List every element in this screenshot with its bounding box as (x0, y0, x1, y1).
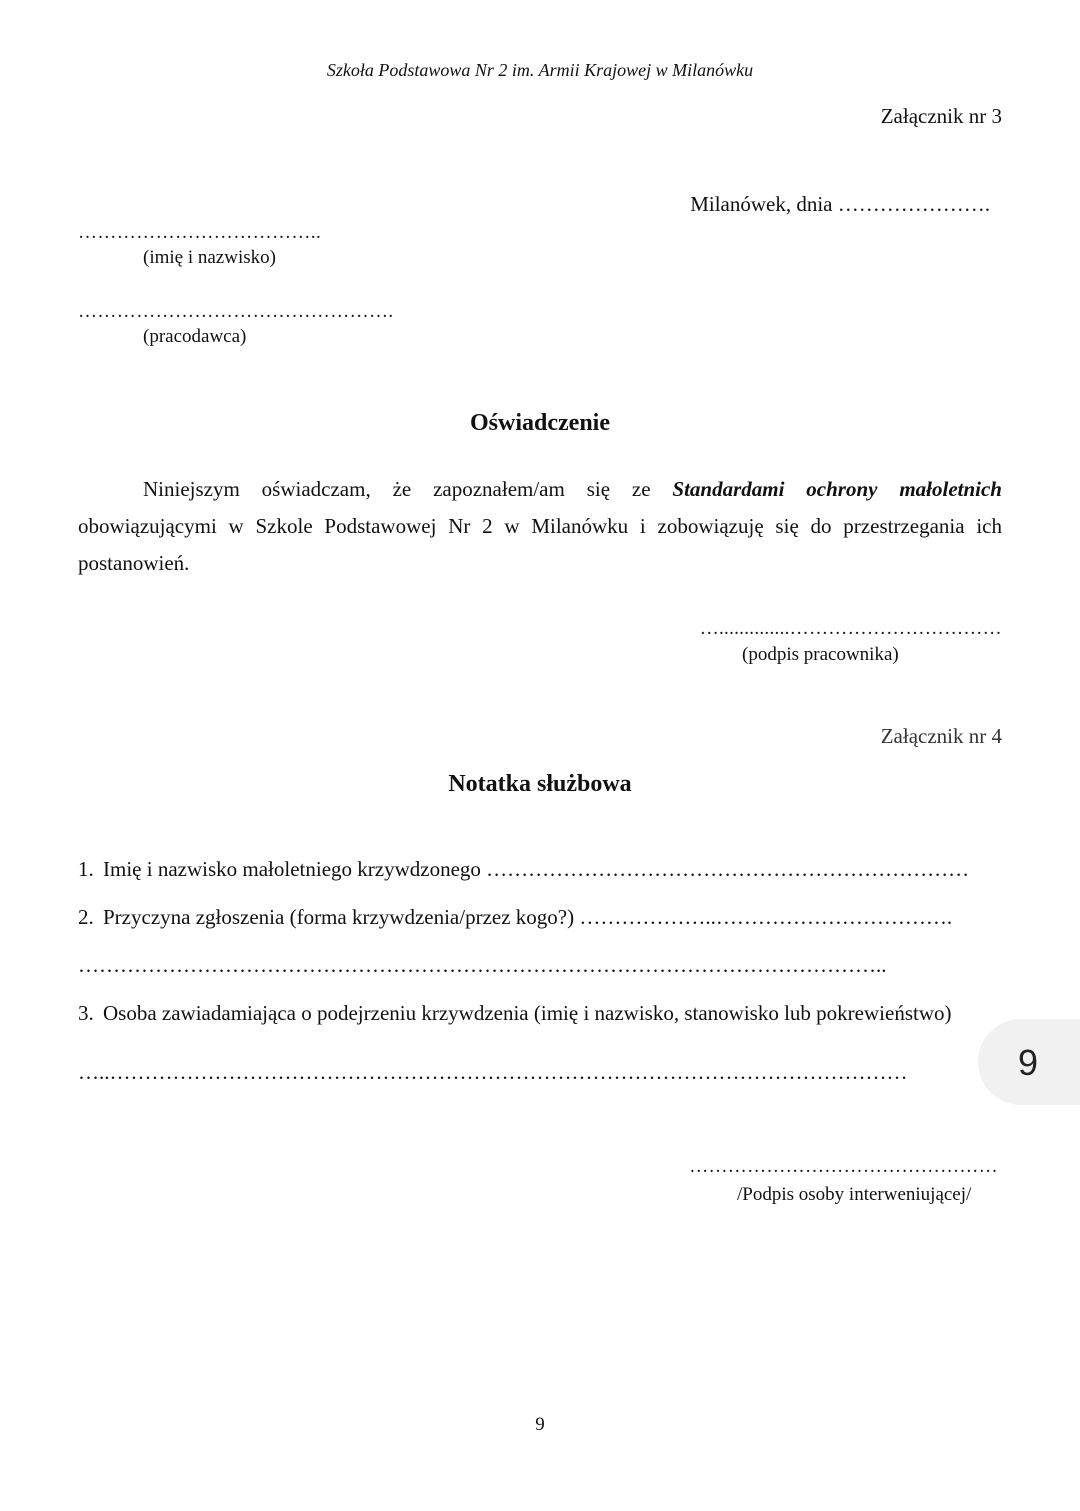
memo-item-text: Imię i nazwisko małoletniego krzywdzonego …………………………………………………………… (103, 857, 970, 881)
memo-fill-line-1: …………………………………………………………………………………………………….. (78, 953, 887, 977)
employee-signature-caption: (podpis pracownika) (742, 644, 899, 665)
memo-title: Notatka służbowa (448, 771, 632, 797)
employer-fill-line: …………………………………………. (78, 301, 394, 322)
memo-item-text: Osoba zawiadamiająca o podejrzeniu krzywdzenia (imię i nazwisko, stanowisko lub pokrewieństwo) (103, 1001, 952, 1025)
declaration-text-start: Niniejszym oświadczam, że zapoznałem/am się ze (143, 477, 673, 501)
memo-item-number: 1. (78, 857, 94, 881)
name-fill-line: ……………………………….. (78, 222, 322, 243)
page-indicator-number: 9 (1018, 1042, 1039, 1083)
intervener-signature-caption: /Podpis osoby interweniującej/ (737, 1184, 972, 1205)
memo-item-number: 3. (78, 1001, 94, 1025)
declaration-paragraph (78, 471, 1002, 582)
employee-signature-line: …..............…………………………… (699, 618, 1002, 639)
footer-page-number: 9 (535, 1414, 545, 1435)
declaration-emphasis: Standardami ochrony małoletnich (672, 477, 1002, 501)
name-caption: (imię i nazwisko) (143, 247, 276, 268)
memo-item-2 (78, 905, 952, 930)
memo-fill-line-2: …..…………………………………………………………………………………………………… (78, 1060, 908, 1084)
intervener-signature-line: ………………………………………… (689, 1156, 998, 1177)
memo-item-text: Przyczyna zgłoszenia (forma krzywdzenia/przez kogo?) ………………..……………………………. (103, 905, 953, 929)
declaration-text-end: obowiązującymi w Szkole Podstawowej Nr 2 w Milanówku i zobowiązuję się do przestrzegania ich postanowień. (78, 514, 1002, 575)
declaration-title: Oświadczenie (470, 410, 610, 436)
document-header: Szkoła Podstawowa Nr 2 im. Armii Krajowej w Milanówku (326, 60, 754, 80)
employer-caption: (pracodawca) (143, 326, 247, 347)
memo-item-number: 2. (78, 905, 94, 929)
memo-item-3 (78, 1001, 951, 1026)
place-date-field: Milanówek, dnia …………………. (690, 192, 990, 216)
annex-3-label: Załącznik nr 3 (880, 104, 1002, 128)
annex-4-label: Załącznik nr 4 (880, 724, 1002, 748)
memo-item-1 (78, 857, 969, 882)
